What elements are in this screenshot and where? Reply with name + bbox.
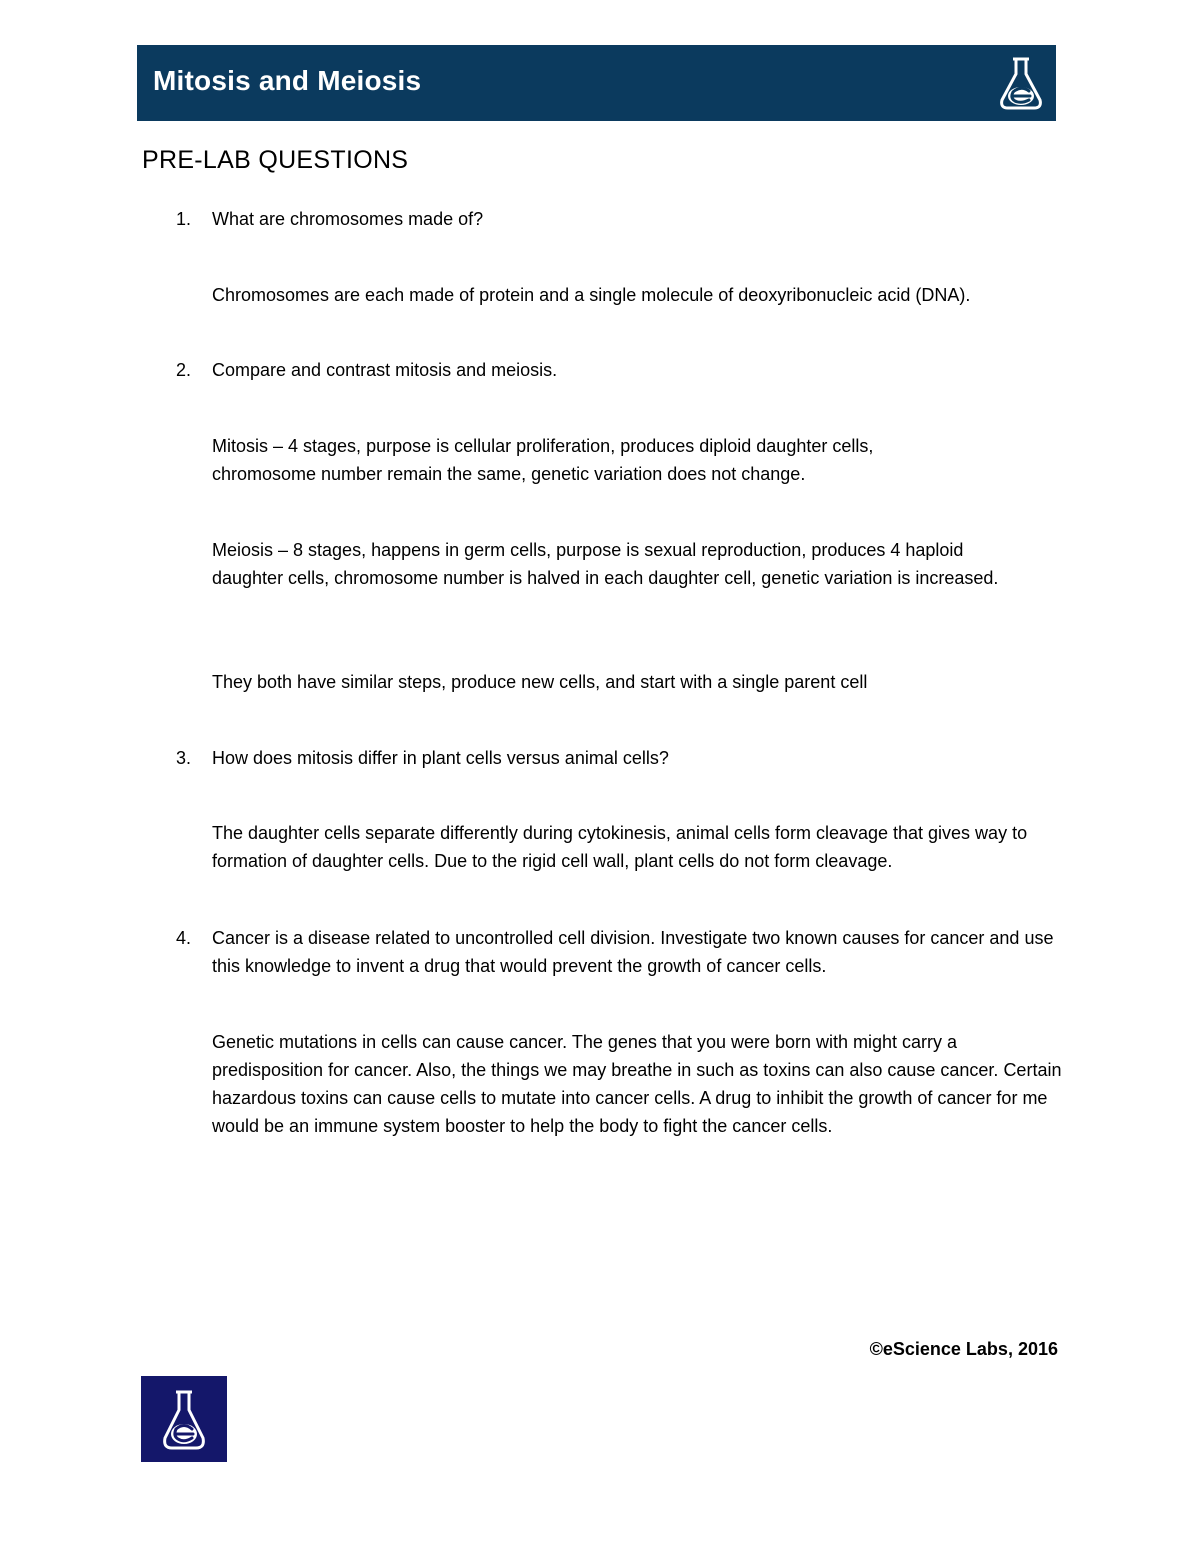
section-heading: PRE-LAB QUESTIONS [142, 146, 409, 174]
question-number: 2. [176, 360, 192, 380]
answer-paragraph: Chromosomes are each made of protein and a single molecule of deoxyribonucleic acid (DNA). [212, 285, 971, 305]
document-header [137, 45, 1056, 121]
answer-paragraph: They both have similar steps, produce new cells, and start with a single parent cell [212, 672, 868, 692]
question-text: How does mitosis differ in plant cells versus animal cells? [212, 748, 669, 768]
answer-paragraph: Meiosis – 8 stages, happens in germ cells, purpose is sexual reproduction, produces 4 haploid daughter cells, chromosome number is halved in each daughter cell, genetic variation is increased. [212, 540, 999, 588]
answer-paragraph: The daughter cells separate differently during cytokinesis, animal cells form cleavage that gives way to formation of daughter cells. Due to the rigid cell wall, plant cells do not form cleavage. [212, 823, 1028, 871]
question-number: 1. [176, 209, 192, 229]
question-number: 3. [176, 748, 192, 768]
question-text: Cancer is a disease related to uncontrolled cell division. Investigate two known causes for cancer and use this knowledge to invent a drug that would prevent the growth of cancer cells. [212, 928, 1054, 976]
footer-logo [141, 1376, 227, 1462]
document-title: Mitosis and Meiosis [153, 65, 422, 96]
question-number: 4. [176, 928, 192, 948]
answer-paragraph: Genetic mutations in cells can cause cancer. The genes that you were born with might carry a predisposition for cancer. Also, the things we may breathe in such as toxins can also cause cancer. Certain hazardous toxins can cause cells to mutate into cancer cells. A drug to inhibit the growth of cancer for me would be an immune system booster to help the body to fight the cancer cells. [212, 1032, 1062, 1136]
flask-e-logo-icon [996, 54, 1046, 112]
question-text: Compare and contrast mitosis and meiosis. [212, 360, 558, 380]
question-text: What are chromosomes made of? [212, 209, 484, 229]
copyright-notice: ©eScience Labs, 2016 [869, 1339, 1058, 1359]
flask-e-logo-icon [161, 1386, 207, 1452]
answer-paragraph: Mitosis – 4 stages, purpose is cellular proliferation, produces diploid daughter cells, chromosome number remain the same, genetic variation does not change. [212, 436, 874, 484]
